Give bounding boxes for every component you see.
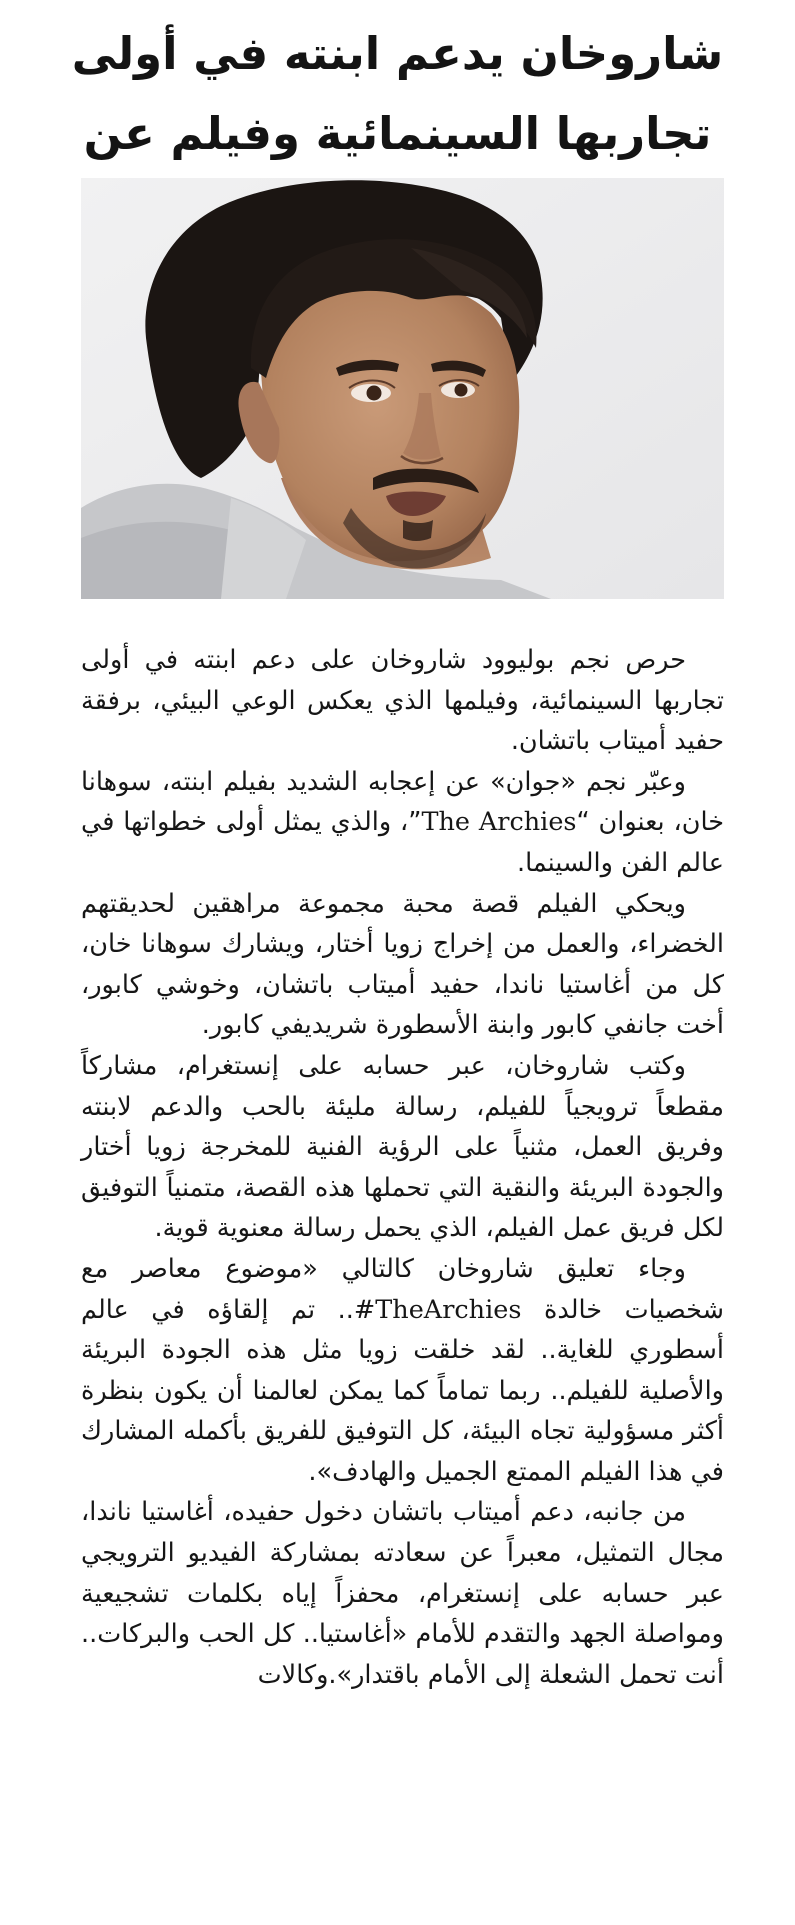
article-headline: شاروخان يدعم ابنته في أولى تجاربها السينمائية وفيلم عن xyxy=(71,27,724,160)
article-body xyxy=(81,640,724,1695)
article-paragraph: حرص نجم بوليوود شاروخان على دعم ابنته في أولى تجاربها السينمائية، وفيلمها الذي يعكس الوعي البيئي، برفقة حفيد أميتاب باتشان. xyxy=(81,645,724,757)
film-title: The Archies xyxy=(421,807,577,838)
portrait-photo-icon xyxy=(81,178,724,599)
film-hashtag: #TheArchies xyxy=(353,1294,522,1325)
article-paragraph: وجاء تعليق شاروخان كالتالي «موضوع معاصر مع شخصيات خالدة #TheArchies.. تم إلقاؤه في عالم أسطوري للغاية.. لقد خلقت زويا مثل هذه الجودة البريئة والأصلية للفيلم.. ربما تماماً كما يمكن لعالمنا أن يكون بنظرة أكثر مسؤولية تجاه البيئة، كل التوفيق للفريق بأكمله المشارك في هذا الفيلم الممتع الجميل والهادف». xyxy=(81,1253,724,1487)
article-paragraph: وعبّر نجم «جوان» عن إعجابه الشديد بفيلم ابنته، سوهانا خان، بعنوان “The Archies”، والذي يمثل أولى خطواتها في عالم الفن والسينما. xyxy=(81,766,724,878)
article-photo xyxy=(81,178,724,599)
article-paragraph: من جانبه، دعم أميتاب باتشان دخول حفيده، أغاستيا ناندا، مجال التمثيل، معبراً عن سعادته بمشاركة الفيديو الترويجي عبر حسابه على إنستغرام، محفزاً إياه بكلمات تشجيعية ومواصلة الجهد والتقدم للأمام «أغاستيا.. كل الحب والبركات.. أنت تحمل الشعلة إلى الأمام باقتدار».وكالات xyxy=(81,1497,724,1690)
article-paragraph: ويحكي الفيلم قصة محبة مجموعة مراهقين لحديقتهم الخضراء، والعمل من إخراج زويا أختار، ويشارك سوهانا خان، كل من أغاستيا ناندا، حفيد أميتاب باتشان، وخوشي كابور، أخت جانفي كابور وابنة الأسطورة شريديفي كابور. xyxy=(81,888,724,1041)
article-paragraph: وكتب شاروخان، عبر حسابه على إنستغرام، مشاركاً مقطعاً ترويجياً للفيلم، رسالة مليئة بالحب والدعم لابنته وفريق العمل، مثنياً على الرؤية الفنية للمخرجة زويا أختار والجودة البريئة والنقية التي تحملها هذه القصة، متمنياً التوفيق لكل فريق عمل الفيلم، الذي يحمل رسالة معنوية قوية. xyxy=(81,1050,724,1244)
